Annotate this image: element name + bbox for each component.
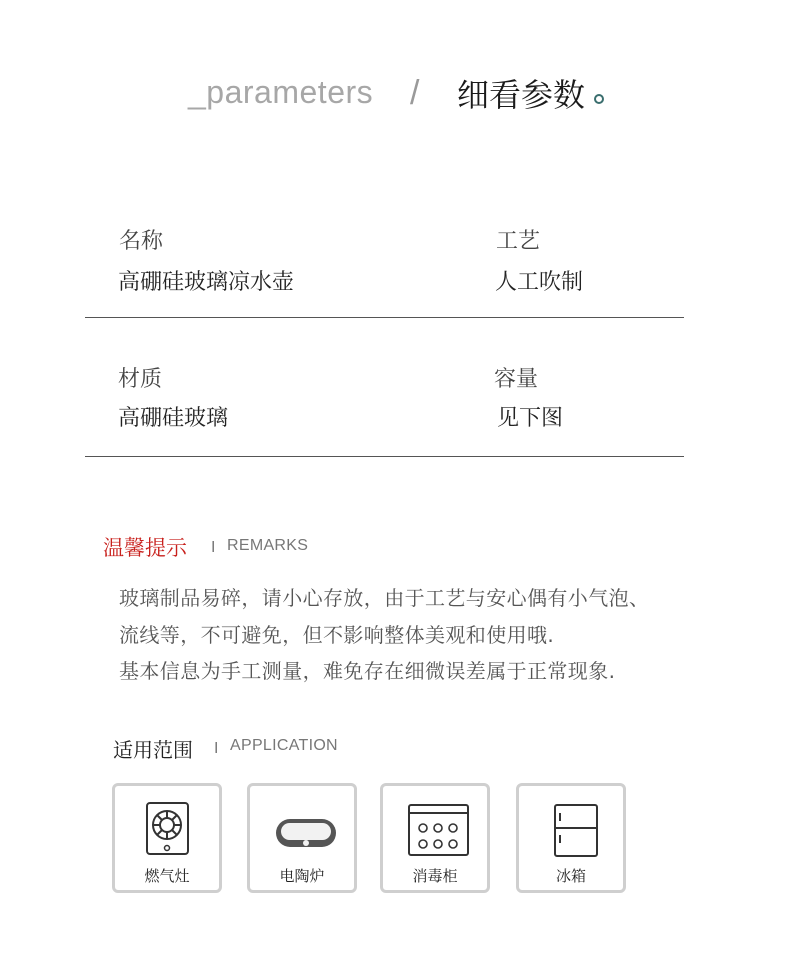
application-card-refrigerator — [516, 783, 626, 893]
divider — [85, 456, 684, 457]
param-capacity-value: 见下图 — [497, 406, 564, 431]
application-label: 消毒柜 — [412, 867, 458, 885]
param-craft-value: 人工吹制 — [495, 270, 584, 295]
param-name-label: 名称 — [119, 229, 164, 254]
divider — [85, 317, 684, 318]
remarks-line: 流线等，不可避免，但不影响整体美观和使用哦. — [119, 623, 555, 647]
application-label: 电陶炉 — [279, 867, 325, 885]
application-title: 适用范围 — [113, 738, 193, 762]
application-subtitle: APPLICATION — [230, 737, 338, 754]
application-label: 冰箱 — [555, 867, 586, 885]
application-card-disinfection-cabinet — [380, 783, 490, 893]
remarks-separator: I — [211, 538, 216, 556]
remarks-line: 基本信息为手工测量，难免存在细微误差属于正常现象. — [119, 659, 616, 683]
remarks-title: 温馨提示 — [103, 536, 187, 560]
remarks-line: 玻璃制品易碎，请小心存放，由于工艺与安心偶有小气泡、 — [119, 586, 650, 610]
header-title-en: _parameters — [188, 74, 374, 110]
remarks-subtitle: REMARKS — [227, 537, 309, 554]
application-card-gas-stove — [112, 783, 222, 893]
param-material-label: 材质 — [118, 367, 163, 392]
param-craft-label: 工艺 — [496, 229, 541, 254]
param-name-value: 高硼硅玻璃凉水壶 — [118, 270, 295, 295]
param-material-value: 高硼硅玻璃 — [118, 406, 229, 431]
application-separator: I — [214, 739, 219, 757]
header-title-cn: 细看参数 — [457, 76, 586, 114]
header-dot-icon — [594, 94, 604, 104]
header-separator: / — [410, 74, 420, 112]
param-capacity-label: 容量 — [494, 367, 539, 392]
application-card-ceramic-cooker — [247, 783, 357, 893]
application-label: 燃气灶 — [144, 867, 190, 885]
